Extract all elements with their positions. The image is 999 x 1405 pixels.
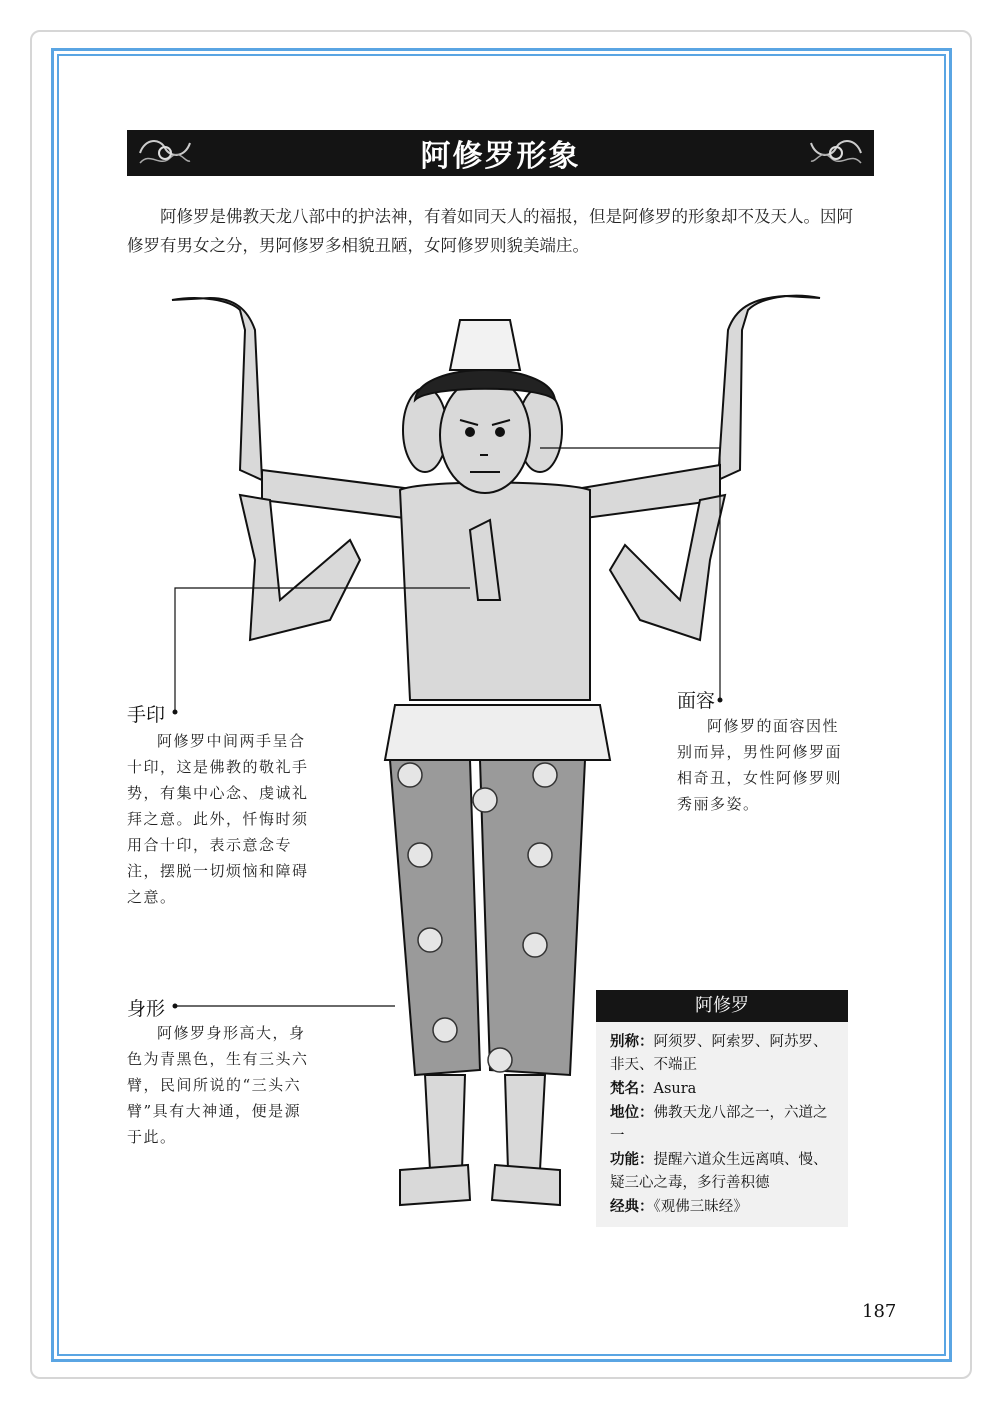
label-face-text: 阿修罗的面容因性别而异，男性阿修罗面相奇丑，女性阿修罗则秀丽多姿。 — [677, 717, 843, 813]
info-row — [610, 1148, 838, 1195]
label-body-text: 阿修罗身形高大，身色为青黑色，生有三头六臂，民间所说的“三头六臂”具有大神通，便是源于此。 — [127, 1024, 309, 1146]
label-face-head: 面容 — [677, 690, 716, 712]
label-mudra-head: 手印 — [127, 704, 166, 726]
info-value: 佛教天龙八部之一，六道之一 — [610, 1105, 828, 1144]
info-row — [610, 1077, 838, 1101]
info-key: 别称： — [610, 1033, 654, 1050]
info-value: 《观佛三昧经》 — [653, 1199, 748, 1215]
info-row — [610, 1030, 838, 1077]
info-box-body — [596, 1022, 848, 1227]
info-value: 提醒六道众生远离嗔、慢、疑三心之毒，多行善积德 — [610, 1152, 828, 1191]
label-mudra-text: 阿修罗中间两手呈合十印，这是佛教的敬礼手势，有集中心念、虔诚礼拜之意。此外，忏悔时须用合十印，表示意念专注，摆脱一切烦恼和障碍之意。 — [127, 732, 309, 906]
info-box-title: 阿修罗 — [596, 990, 848, 1022]
info-key: 梵名： — [610, 1080, 654, 1097]
info-key: 功能： — [610, 1151, 654, 1168]
info-value: Asura — [653, 1081, 697, 1097]
info-key: 地位： — [610, 1104, 654, 1121]
info-value: 阿须罗、阿索罗、阿苏罗、非天、不端正 — [610, 1034, 828, 1073]
info-row — [610, 1195, 838, 1219]
label-body-head: 身形 — [127, 998, 166, 1020]
intro-paragraph: 阿修罗是佛教天龙八部中的护法神，有着如同天人的福报，但是阿修罗的形象却不及天人。因阿修罗有男女之分，男阿修罗多相貌丑陋，女阿修罗则貌美端庄。 — [127, 207, 853, 255]
info-box — [596, 990, 848, 1227]
info-row — [610, 1101, 838, 1148]
page-number: 187 — [862, 1301, 897, 1322]
page-title: 阿修罗形象 — [420, 139, 581, 174]
info-key: 经典： — [610, 1198, 654, 1215]
